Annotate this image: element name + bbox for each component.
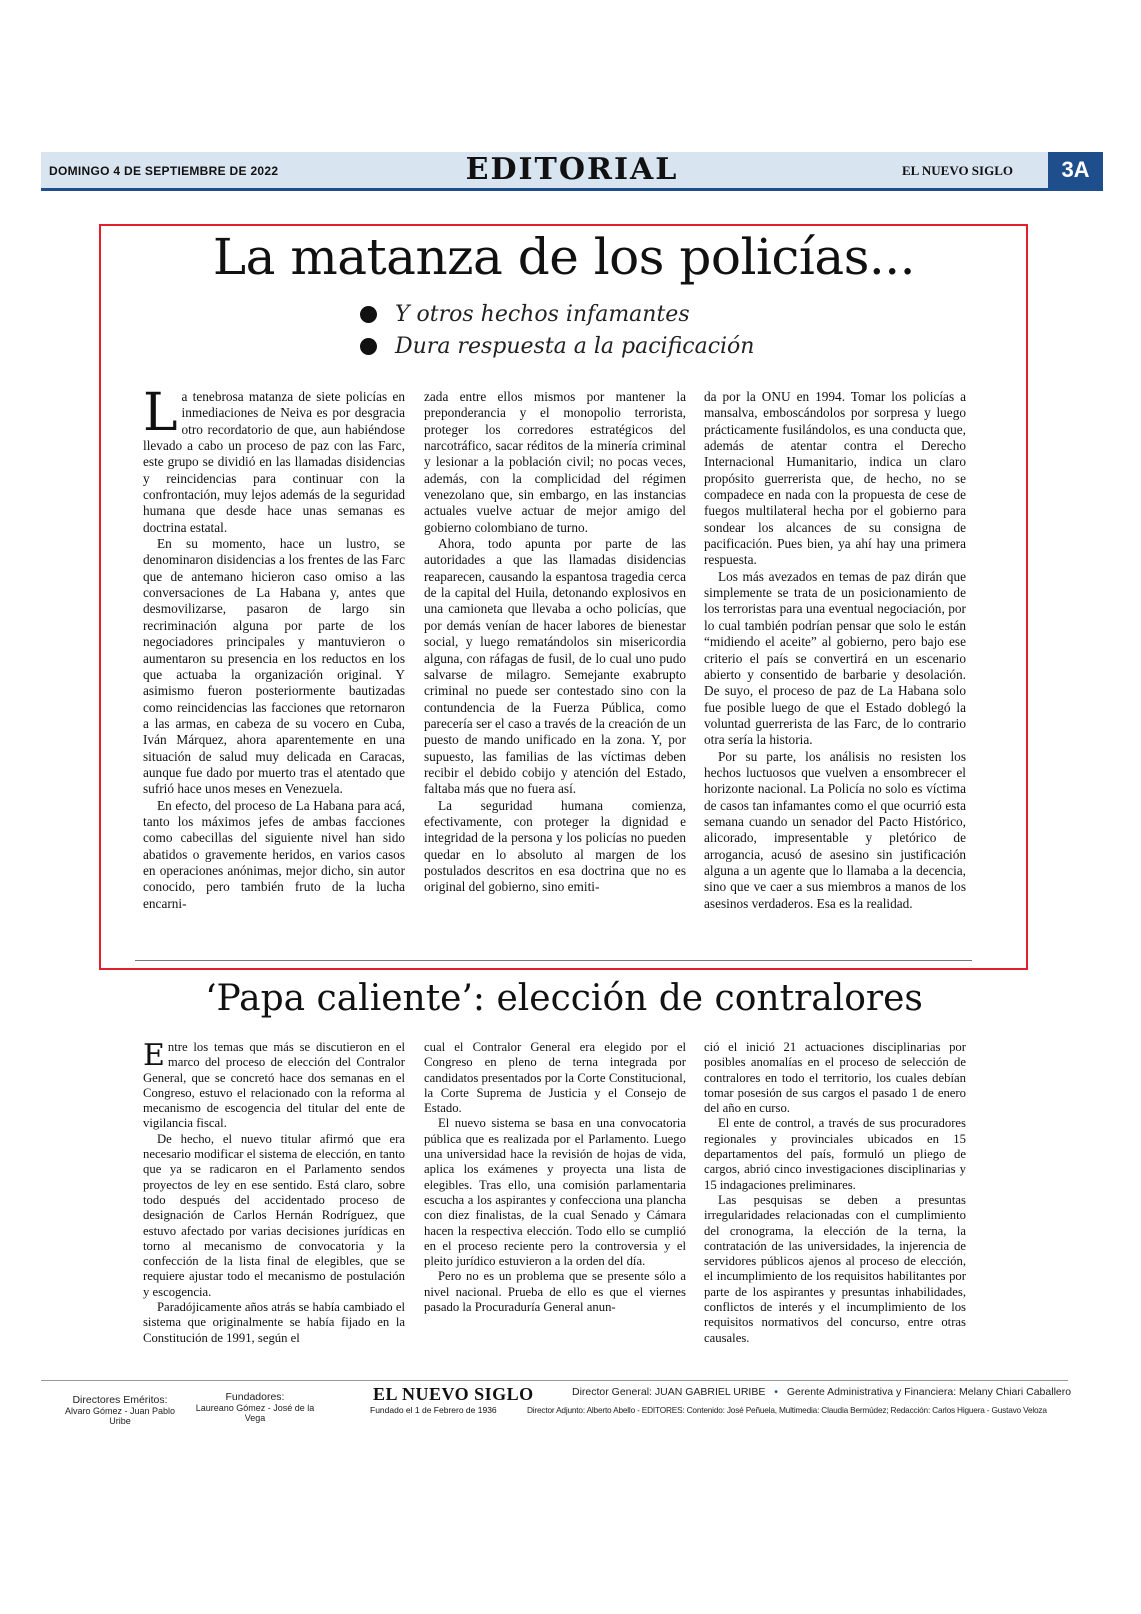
subhead-text: Y otros hechos infamantes	[395, 301, 690, 327]
paragraph: cual el Contralor General era elegido por el Congreso en pleno de terna integrada por candidatos presentados por la Corte Constitucional, la Corte Suprema de Justicia y el Consejo de Estado.	[424, 1040, 686, 1116]
drop-cap: L	[143, 383, 178, 443]
article1-column-3	[704, 389, 966, 912]
footer-logo: EL NUEVO SIGLO	[373, 1384, 534, 1404]
article1-column-2	[424, 389, 686, 896]
subhead-item	[360, 298, 754, 330]
paragraph: Entre los temas que más se discutieron en el marco del proceso de elección del Contralor General, que se concretó hace dos semanas en el Congreso, estuvo el relacionado con la reforma al mecanismo de escogencia del titular del ente de vigilancia fiscal.	[143, 1038, 405, 1131]
article2-title: ‘Papa caliente’: elección de contralores	[205, 978, 923, 1019]
emeritos-label: Directores Eméritos:	[72, 1394, 168, 1406]
paragraph: El nuevo sistema se basa en una convocatoria pública que es realizada por el Parlamento. Luego una universidad hace la revisión de hojas de vida, aplica los exámenes y proyecta una lista de elegibles. Tras ello, una comisión parlamentaria escucha a los aspirantes y confecciona una plancha con diez finalistas, de la cual Senado y Cámara hacen la respectiva elección. Todo ello se cumplió en el proceso reciente pero la controversia y el pleito jurídico estuvieron a la orden del día.	[424, 1116, 686, 1269]
subhead-item	[360, 330, 754, 362]
section-title: EDITORIAL	[465, 152, 679, 187]
gerente: Gerente Administrativa y Financiera: Melany Chiari Caballero	[786, 1386, 1072, 1398]
bullet-dot-icon	[360, 338, 377, 355]
paragraph: ció el inició 21 actuaciones disciplinarias por posibles anomalías en el proceso de selección de contralores en todo el territorio, los cuales debían tomar posesión de sus cargos el pasado 1 de enero del año en curso.	[704, 1040, 966, 1116]
paragraph: Pero no es un problema que se presente sólo a nivel nacional. Prueba de ello es que el viernes pasado la Procuraduría General anun-	[424, 1269, 686, 1315]
article2-column-3	[704, 1040, 966, 1346]
paragraph: Las pesquisas se deben a presuntas irregularidades relacionadas con el cumplimiento del cronograma, la elección de la terna, la contratación de las universidades, la injerencia de servidores públicos ajenos al proceso de elección, el incumplimiento de los requisitos habilitantes por parte de los aspirantes y presuntas inhabilidades, conflictos de interés y el incumplimiento de los requisitos normativos del concurso, entre otras causales.	[704, 1192, 966, 1345]
bullet-dot-icon	[360, 306, 377, 323]
drop-cap: E	[143, 1038, 165, 1073]
paragraph: da por la ONU en 1994. Tomar los policías a mansalva, emboscándolos por sorpresa y luego prácticamente fusilándolos, es una conducta que, además de atentar contra el Derecho Internacional Humanitario, indica un claro propósito guerrerista que, de hecho, no se compadece en nada con la propuesta de cese de fuegos multilateral hecha por el gobierno para sondear los alcances de su consigna de pacificación. Pues bien, ya ahí hay una primera respuesta.	[704, 389, 966, 568]
paragraph: La tenebrosa matanza de siete policías en inmediaciones de Neiva es por desgracia otro recordatorio de que, aun habiéndose llevado a cabo un proceso de paz con las Farc, este grupo se dividió en las llamadas disidencias y reincidencias para continuar con la confrontación, muy lejos además de la seguridad humana que desde hace unas semanas es doctrina estatal.	[143, 383, 405, 535]
page-header	[41, 152, 1103, 191]
section-divider	[135, 960, 972, 961]
paragraph: En efecto, del proceso de La Habana para acá, tanto los máximos jefes de ambas facciones como cabecillas del siguiente nivel han sido abatidos o gravemente heridos, en varios casos en operaciones anónimas, mejor dicho, sin autor conocido, pero también fruto de la lucha encarni-	[143, 797, 405, 911]
paragraph: El ente de control, a través de sus procuradores regionales y provinciales ubicados en 15 departamentos del país, formuló un pliego de cargos, abrió cinco investigaciones disciplinarias y 15 indagaciones preliminares.	[704, 1116, 966, 1192]
subhead-text: Dura respuesta a la pacificación	[395, 333, 755, 359]
paragraph: Ahora, todo apunta por parte de las autoridades a que las llamadas disidencias reaparecen, causando la espantosa tragedia cerca de la capital del Huila, detonando explosivos en una camioneta que llevaba a ocho policías, que por demás venían de hacer labores de bienestar social, y luego rematándolos sin misericordia alguna, con ráfagas de fusil, de lo cual uno pudo salvarse de milagro. Semejante exabrupto criminal no puede ser contestado sino con la contundencia de la Fuerza Pública, como parecería ser el caso a través de la creación de un puesto de mando unificado en la zona. Y, por supuesto, las familias de las víctimas deben recibir el debido cobijo y atención del Estado, faltaba más que no fuera así.	[424, 536, 686, 797]
footer-editors-line: Director Adjunto: Alberto Abello - EDITORES: Contenido: José Peñuela, Multimedia: Claudia Bermúdez; Redacción: Carlos Higuera - Gustavo Veloza	[527, 1405, 1047, 1415]
fundadores-names: Laureano Gómez - José de la Vega	[195, 1403, 315, 1423]
header-paper-name: EL NUEVO SIGLO	[902, 163, 1013, 178]
footer-founded: Fundado el 1 de Febrero de 1936	[370, 1405, 497, 1415]
director-general: Director General: JUAN GABRIEL URIBE	[572, 1386, 766, 1398]
paragraph: En su momento, hace un lustro, se denominaron disidencias a los frentes de las Farc que de antemano hicieron caso omiso a las conversaciones de La Habana y, antes que desmovilizarse, pasaron de largo sin recriminación alguna por parte de los negociadores principales y mantuvieron o aumentaron su presencia en los reductos en los que actuaba la organización original. Y asimismo fueron posteriormente bautizadas como reincidencias las facciones que retornaron a las armas, en cabeza de su vocero en Cuba, Iván Márquez, ahora aparentemente en una situación de salud muy delicada en Caracas, aunque fue dado por muerto tras el atentado que sufrió hace unos meses en Venezuela.	[143, 536, 405, 797]
bullet-icon: •	[774, 1386, 778, 1398]
article1-title: La matanza de los policías...	[212, 228, 916, 286]
paragraph: Paradójicamente años atrás se había cambiado el sistema que originalmente se había fijado en la Constitución de 1991, según el	[143, 1300, 405, 1345]
paragraph: La seguridad humana comienza, efectivamente, con proteger la dignidad e integridad de la persona y los policías no pueden quedar en lo absoluto al margen de los postulados descritos en esa doctrina que no es original del gobierno, sino emiti-	[424, 797, 686, 895]
footer-director-line	[572, 1386, 1071, 1398]
article1-subheads	[360, 298, 754, 362]
article2-column-2	[424, 1040, 686, 1315]
page-number: 3A	[1048, 152, 1103, 188]
article1-column-1	[143, 383, 405, 912]
footer-divider	[41, 1380, 1068, 1381]
paragraph: Los más avezados en temas de paz dirán que simplemente se trata de un posicionamiento de los terroristas para una eventual negociación, por lo cual también podrían pensar que solo le están “midiendo el aceite” al gobierno, pero bajo ese criterio el país se convertirá en un escenario abierto y consentido de barbarie y desolación. De suyo, el proceso de paz de La Habana solo fue posible luego de que el Estado doblegó la voluntad guerrerista de las Farc, de lo contrario otra sería la historia.	[704, 568, 966, 748]
emeritos-names: Alvaro Gómez - Juan Pablo Uribe	[64, 1406, 176, 1426]
footer-emeritos	[55, 1394, 185, 1426]
paragraph: De hecho, el nuevo titular afirmó que era necesario modificar el sistema de elección, en tanto que ya se radicaron en el Parlamento sendos proyectos de ley en ese sentido. Está claro, sobre todo después del accidentado proceso de designación de Carlos Hernán Rodríguez, que estuvo afectado por varias decisiones jurídicas en torno al mecanismo de convocatoria y la confección de la lista final de elegibles, que se requiere ajustar todo el mecanismo de postulación y escogencia.	[143, 1131, 405, 1299]
header-date: DOMINGO 4 DE SEPTIEMBRE DE 2022	[49, 164, 279, 178]
paragraph: Por su parte, los análisis no resisten los hechos luctuosos que vuelven a ensombrecer el horizonte nacional. La Policía no solo es víctima de casos tan infamantes como el que ocurrió esta semana cuando un senador del Pacto Histórico, alicorado, impresentable y pletórico de arrogancia, acusó de asesino sin justificación alguna a un agente que lo llamaba a la decencia, sino que ve caer a sus miembros a manos de los asesinos verdaderos. Esa es la realidad.	[704, 748, 966, 911]
fundadores-label: Fundadores:	[225, 1391, 285, 1403]
footer-fundadores	[190, 1391, 320, 1423]
paragraph: zada entre ellos mismos por mantener la preponderancia y el monopolio terrorista, proteger los corredores estratégicos del narcotráfico, sacar réditos de la minería criminal y lesionar a la población civil; no pocas veces, además, con la complicidad del régimen venezolano que, sin embargo, en las instancias actuales vuelve actuar de mejor amigo del gobierno colombiano de turno.	[424, 389, 686, 535]
article2-column-1	[143, 1040, 405, 1346]
